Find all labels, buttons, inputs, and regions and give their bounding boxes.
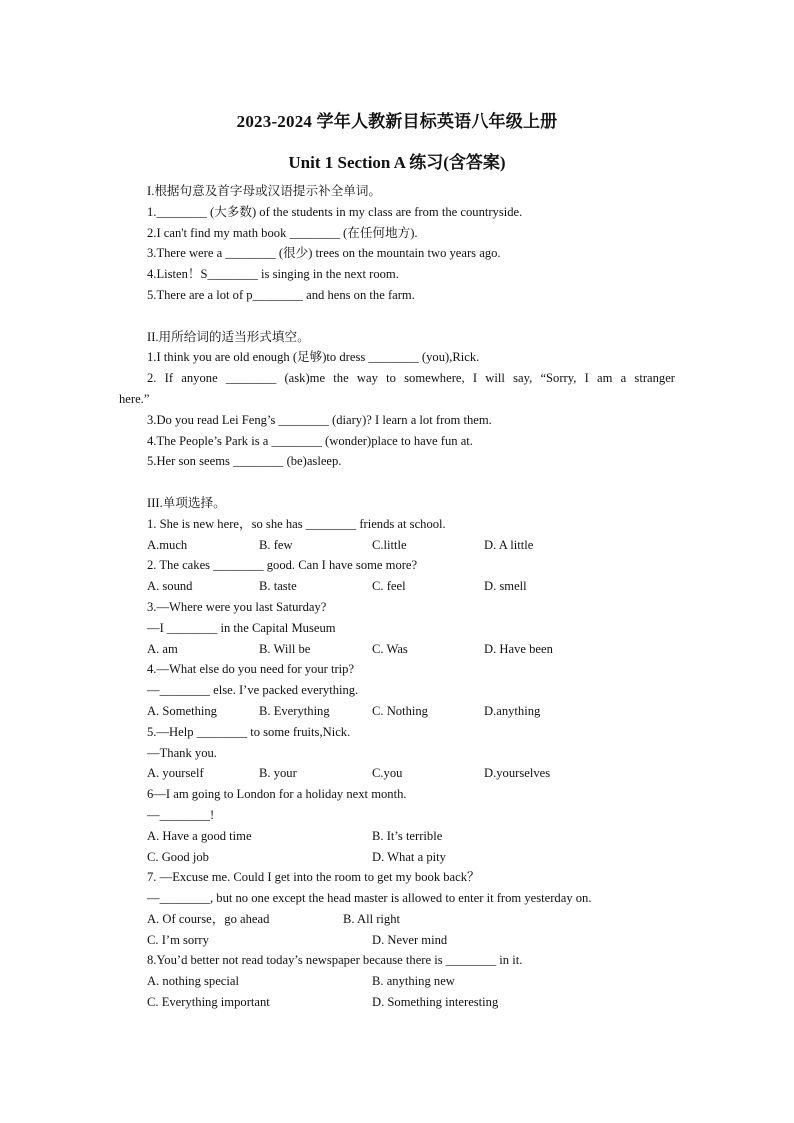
option-c: C. Nothing <box>372 703 428 718</box>
question-1-stem: 1. She is new here，so she has ________ friends at school. <box>147 516 446 531</box>
option-a: A. nothing special <box>147 974 239 989</box>
section-1-heading: I.根据句意及首字母或汉语提示补全单词。 <box>147 184 382 198</box>
option-b: B. Everything <box>259 703 330 718</box>
option-c: C. feel <box>372 579 406 594</box>
question-4-reply: —________ else. I’ve packed everything. <box>147 683 359 698</box>
option-d: D. Have been <box>484 641 553 656</box>
option-b: B. your <box>259 766 297 781</box>
question-8-options-ab <box>147 971 677 992</box>
question-4-stem: 4.—What else do you need for your trip? <box>147 662 355 677</box>
section-1-item: 4.Listen！S________ is singing in the next room. <box>147 267 399 282</box>
option-a: A. Have a good time <box>147 828 252 843</box>
question-6-reply: —________! <box>147 807 215 822</box>
section-1-item: 1.________ (大多数) of the students in my class are from the countryside. <box>147 204 523 219</box>
document-subtitle: Unit 1 Section A 练习(含答案) <box>288 153 506 172</box>
option-d: D. A little <box>484 537 534 552</box>
option-a: A. yourself <box>147 766 204 781</box>
option-c: C. Good job <box>147 849 209 864</box>
section-2-item: 4.The People’s Park is a ________ (wonder)place to have fun at. <box>147 433 473 448</box>
option-b: B. taste <box>259 579 297 594</box>
option-b: B. few <box>259 537 293 552</box>
section-1-item: 3.There were a ________ (很少) trees on the mountain two years ago. <box>147 246 501 261</box>
question-2-options <box>147 576 677 597</box>
option-d: D.anything <box>484 703 541 718</box>
section-2-item: 5.Her son seems ________ (be)asleep. <box>147 454 342 469</box>
question-8-stem: 8.You’d better not read today’s newspaper because there is ________ in it. <box>147 953 523 968</box>
option-d: D. Something interesting <box>372 995 499 1010</box>
question-3-options <box>147 639 677 660</box>
question-5-options <box>147 763 677 784</box>
option-a: A. Something <box>147 703 217 718</box>
question-6-options-ab <box>147 826 677 847</box>
option-b: B. Will be <box>259 641 311 656</box>
section-2-item: 3.Do you read Lei Feng’s ________ (diary)? I learn a lot from them. <box>147 412 492 427</box>
document-title: 2023-2024 学年人教新目标英语八年级上册 <box>236 112 558 131</box>
section-2-heading: II.用所给词的适当形式填空。 <box>147 329 310 344</box>
question-2-stem: 2. The cakes ________ good. Can I have some more? <box>147 558 418 573</box>
option-b: B. It’s terrible <box>372 828 443 843</box>
option-b: B. All right <box>343 911 401 926</box>
question-1-options <box>147 535 677 556</box>
option-c: C.little <box>372 537 407 552</box>
option-d: D. smell <box>484 579 527 594</box>
question-7-options-ab <box>147 909 677 930</box>
section-1-item: 2.I can't find my math book ________ (在任何地方). <box>147 225 418 240</box>
option-c: C. Was <box>372 641 408 656</box>
option-c: C. Everything important <box>147 995 270 1010</box>
question-5-stem: 5.—Help ________ to some fruits,Nick. <box>147 724 351 739</box>
option-a: A. am <box>147 641 178 656</box>
question-3-stem: 3.—Where were you last Saturday? <box>147 599 327 614</box>
option-d: D. What a pity <box>372 849 446 864</box>
section-3-heading: III.单项选择。 <box>147 495 226 510</box>
question-5-reply: —Thank you. <box>147 745 217 760</box>
option-d: D. Never mind <box>372 932 448 947</box>
question-3-reply: —I ________ in the Capital Museum <box>147 620 336 635</box>
section-1-item: 5.There are a lot of p________ and hens on the farm. <box>147 287 415 302</box>
option-a: A.much <box>147 537 188 552</box>
question-7-reply: —________, but no one except the head master is allowed to enter it from yesterday on. <box>147 891 592 906</box>
question-8-options-cd <box>147 992 677 1013</box>
option-b: B. anything new <box>372 974 455 989</box>
option-c: C.you <box>372 766 403 781</box>
question-6-options-cd <box>147 847 677 868</box>
option-a: A. sound <box>147 579 193 594</box>
question-7-options-cd <box>147 930 677 951</box>
question-7-stem: 7. —Excuse me. Could I get into the room to get my book back？ <box>147 870 480 885</box>
document-body <box>119 181 677 1013</box>
option-d: D.yourselves <box>484 766 551 781</box>
section-2-item: 1.I think you are old enough (足够)to dress ________ (you),Rick. <box>147 350 480 365</box>
option-c: C. I’m sorry <box>147 932 209 947</box>
question-6-stem: 6—I am going to London for a holiday next month. <box>147 787 407 802</box>
option-a: A. Of course，go ahead <box>147 911 270 926</box>
section-2-item-continuation: here.” <box>119 391 150 406</box>
section-2-item: 2. If anyone ________ (ask)me the way to somewhere, I will say, “Sorry, I am a stranger <box>147 371 675 386</box>
question-4-options <box>147 701 677 722</box>
